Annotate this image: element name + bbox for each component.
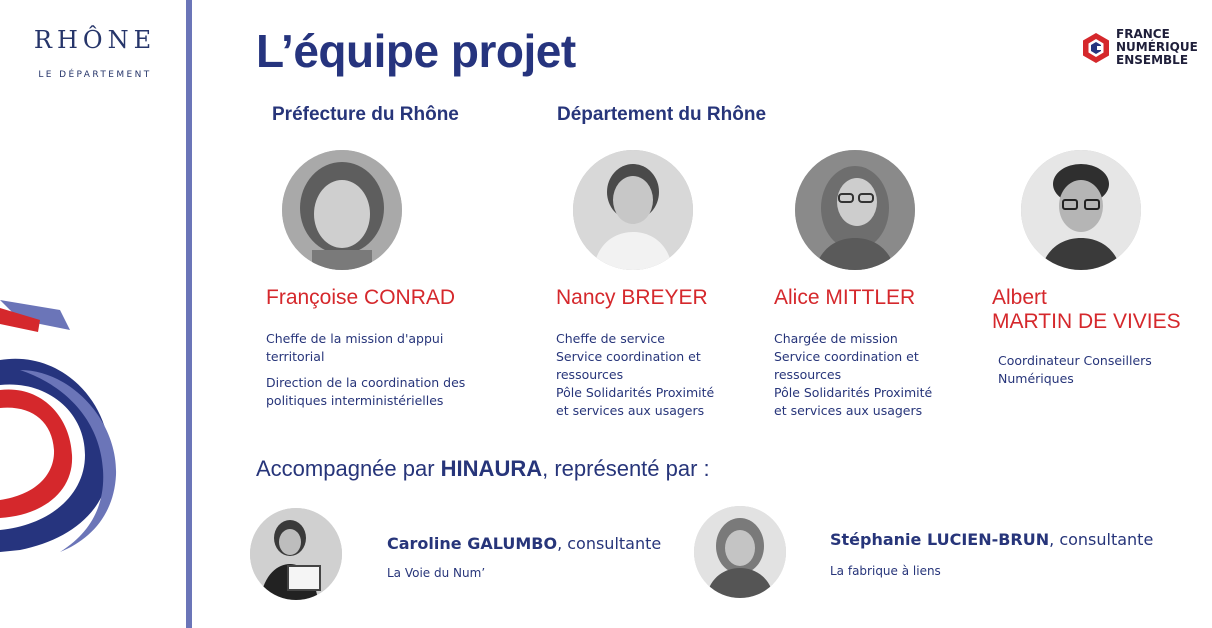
fne-line-3: ENSEMBLE xyxy=(1116,53,1189,67)
rhone-logo-word: RHÔNE xyxy=(33,26,157,54)
avatar-albert-martin-de-vivies xyxy=(1021,150,1141,270)
role-line: Coordinateur Conseillers Numériques xyxy=(998,353,1152,386)
consultant-name: Caroline GALUMBO xyxy=(387,534,558,553)
role-line: Cheffe de la mission d'appui territorial xyxy=(266,331,444,364)
france-numerique-ensemble-logo xyxy=(1082,28,1198,67)
fne-logo-text xyxy=(1116,28,1198,67)
consultant-suffix: , consultante xyxy=(557,534,662,553)
rhone-logo xyxy=(30,26,160,80)
avatar-caroline-galumbo xyxy=(250,508,342,600)
section-prefecture: Préfecture du Rhône xyxy=(272,104,459,125)
person-name-alice-mittler: Alice MITTLER xyxy=(774,286,916,309)
page-title: L’équipe projet xyxy=(256,25,576,77)
rhone-logo-subtitle: LE DÉPARTEMENT xyxy=(38,70,152,80)
sidebar xyxy=(0,0,186,628)
accompaniment-suffix: , représenté par : xyxy=(542,456,710,481)
fne-line-2: NUMÉRIQUE xyxy=(1116,40,1198,54)
role-line: Chargée de mission xyxy=(774,331,898,346)
vertical-divider xyxy=(186,0,192,628)
avatar-alice-mittler xyxy=(795,150,915,270)
accompaniment-org: HINAURA xyxy=(440,456,543,481)
accompaniment-line xyxy=(256,456,710,482)
role-line: Pôle Solidarités Proximité et services aux usagers xyxy=(774,385,933,418)
role-nancy-breyer xyxy=(556,330,726,420)
avatar-stephanie-lucien-brun xyxy=(694,506,786,598)
avatar-francoise-conrad xyxy=(282,150,402,270)
accompaniment-prefix: Accompagnée par xyxy=(256,456,441,481)
consultant-suffix: , consultante xyxy=(1049,530,1154,549)
role-line: Service coordination et ressources xyxy=(774,349,919,382)
consultant-name: Stéphanie LUCIEN-BRUN xyxy=(830,530,1050,549)
person-name-nancy-breyer: Nancy BREYER xyxy=(556,286,708,309)
role-albert-martin-de-vivies xyxy=(998,352,1168,388)
role-line: Service coordination et ressources xyxy=(556,349,701,382)
role-alice-mittler xyxy=(774,330,944,420)
avatar-nancy-breyer xyxy=(573,150,693,270)
role-francoise-conrad xyxy=(266,330,476,410)
consultant-name-stephanie-lucien-brun xyxy=(830,530,1153,549)
fne-line-1: FRANCE xyxy=(1116,27,1170,41)
role-line: Cheffe de service xyxy=(556,331,665,346)
consultant-org-caroline-galumbo: La Voie du Num’ xyxy=(387,566,486,580)
role-line: Pôle Solidarités Proximité et services aux usagers xyxy=(556,385,715,418)
fne-hexagon-icon xyxy=(1082,32,1110,64)
person-name-line-1: Albert xyxy=(992,286,1047,309)
person-name-francoise-conrad: Françoise CONRAD xyxy=(266,286,456,309)
consultant-org-stephanie-lucien-brun: La fabrique à liens xyxy=(830,564,941,578)
section-departement: Département du Rhône xyxy=(557,104,767,125)
consultant-name-caroline-galumbo xyxy=(387,534,661,553)
person-name-line-2: MARTIN DE VIVIES xyxy=(992,310,1181,333)
person-name-albert-martin-de-vivies xyxy=(992,286,1181,334)
swirl-decoration-icon xyxy=(0,290,130,590)
role-line: Direction de la coordination des politiques interministérielles xyxy=(266,375,466,408)
